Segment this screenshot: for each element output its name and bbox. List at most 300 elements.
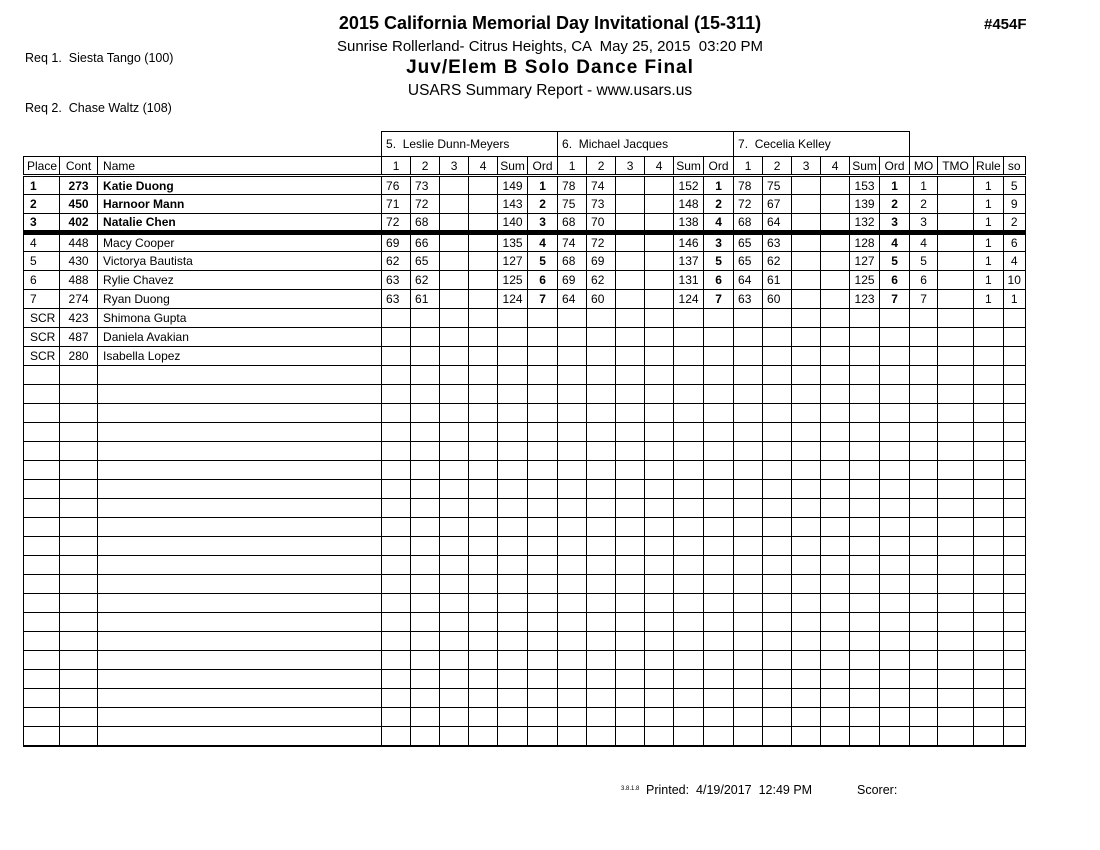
- cell-judge2-ord: [704, 537, 734, 556]
- cell-judge2-sum: 148: [674, 195, 704, 214]
- cell-judge2-ord: 1: [704, 176, 734, 195]
- cell-cont: [60, 385, 98, 404]
- cell-cont: [60, 480, 98, 499]
- cell-mo: 5: [910, 252, 938, 271]
- cell-so: [1003, 689, 1025, 708]
- cell-judge2-score4: [645, 689, 674, 708]
- cell-judge2-ord: [704, 727, 734, 746]
- cell-cont: [60, 537, 98, 556]
- cell-judge2-sum: [674, 651, 704, 670]
- cell-judge1-score4: [469, 632, 498, 651]
- cell-judge3-score2: [763, 518, 792, 537]
- cell-judge1-sum: [498, 727, 528, 746]
- cell-judge3-ord: [880, 537, 910, 556]
- cell-so: [1003, 537, 1025, 556]
- cell-judge3-score4: [821, 480, 850, 499]
- col-header-mo: MO: [910, 157, 938, 176]
- cell-so: [1003, 632, 1025, 651]
- cell-judge3-ord: 6: [880, 271, 910, 290]
- cell-judge3-ord: [880, 556, 910, 575]
- cell-judge2-ord: [704, 423, 734, 442]
- cell-judge1-score1: [382, 385, 411, 404]
- cell-judge3-sum: [850, 480, 880, 499]
- cell-place: [24, 385, 60, 404]
- cell-judge1-score3: [440, 195, 469, 214]
- cell-judge3-score1: 72: [734, 195, 763, 214]
- cell-judge2-sum: [674, 423, 704, 442]
- cell-judge2-score2: 72: [587, 233, 616, 252]
- cell-judge1-score2: 65: [411, 252, 440, 271]
- cell-tmo: [938, 290, 974, 309]
- cell-judge2-score1: [558, 480, 587, 499]
- cell-judge3-ord: [880, 480, 910, 499]
- cell-judge1-score1: [382, 461, 411, 480]
- cell-judge1-score3: [440, 366, 469, 385]
- cell-judge2-sum: [674, 689, 704, 708]
- cell-name: Natalie Chen: [98, 214, 382, 233]
- cell-judge1-sum: [498, 385, 528, 404]
- cell-judge3-sum: [850, 385, 880, 404]
- cell-tmo: [938, 176, 974, 195]
- cell-judge1-sum: 135: [498, 233, 528, 252]
- cell-mo: [910, 556, 938, 575]
- cell-judge3-ord: [880, 385, 910, 404]
- cell-judge3-sum: [850, 537, 880, 556]
- cell-so: [1003, 309, 1025, 328]
- cell-judge3-ord: [880, 518, 910, 537]
- cell-tmo: [938, 518, 974, 537]
- cell-judge1-score4: [469, 727, 498, 746]
- cell-judge3-score4: [821, 499, 850, 518]
- cell-judge3-ord: [880, 613, 910, 632]
- col-header-judge2-2: 2: [587, 157, 616, 176]
- cell-judge1-score4: [469, 309, 498, 328]
- empty-row: [24, 727, 1026, 746]
- cell-judge1-score3: [440, 499, 469, 518]
- cell-judge1-score3: [440, 442, 469, 461]
- cell-judge1-ord: [528, 556, 558, 575]
- cell-judge1-score1: 71: [382, 195, 411, 214]
- cell-judge3-score1: [734, 461, 763, 480]
- cell-judge2-score4: [645, 518, 674, 537]
- col-header-judge1-2: 2: [411, 157, 440, 176]
- cell-judge3-score4: [821, 214, 850, 233]
- cell-judge3-sum: 123: [850, 290, 880, 309]
- cell-judge2-score2: [587, 727, 616, 746]
- cell-judge2-sum: [674, 537, 704, 556]
- cell-judge3-score4: [821, 442, 850, 461]
- cell-judge3-score3: [792, 727, 821, 746]
- cell-name: [98, 404, 382, 423]
- cell-judge3-sum: [850, 670, 880, 689]
- cell-judge1-ord: [528, 537, 558, 556]
- cell-judge1-sum: [498, 689, 528, 708]
- cell-judge2-ord: 5: [704, 252, 734, 271]
- cell-judge3-score1: [734, 556, 763, 575]
- col-header-judge3-1: 1: [734, 157, 763, 176]
- cell-judge3-score4: [821, 518, 850, 537]
- cell-judge1-score2: [411, 518, 440, 537]
- cell-name: [98, 594, 382, 613]
- cell-place: [24, 518, 60, 537]
- cell-judge1-ord: 2: [528, 195, 558, 214]
- table-row: [24, 195, 1026, 214]
- cell-judge3-score4: [821, 252, 850, 271]
- cell-so: [1003, 366, 1025, 385]
- cell-rule: [974, 651, 1004, 670]
- cell-judge1-sum: 125: [498, 271, 528, 290]
- cell-mo: [910, 670, 938, 689]
- cell-tmo: [938, 195, 974, 214]
- cell-judge2-ord: [704, 613, 734, 632]
- cell-judge2-sum: [674, 727, 704, 746]
- cell-judge1-ord: 6: [528, 271, 558, 290]
- cell-judge2-ord: [704, 309, 734, 328]
- cell-judge3-score2: 61: [763, 271, 792, 290]
- cell-judge1-score4: [469, 195, 498, 214]
- cell-judge2-score3: [616, 518, 645, 537]
- cell-so: 4: [1003, 252, 1025, 271]
- cell-judge1-score4: [469, 423, 498, 442]
- cell-so: [1003, 556, 1025, 575]
- cell-judge2-score3: [616, 442, 645, 461]
- cell-name: Rylie Chavez: [98, 271, 382, 290]
- cell-judge2-sum: [674, 499, 704, 518]
- cell-judge1-score2: [411, 670, 440, 689]
- cell-judge1-score3: [440, 632, 469, 651]
- cell-so: [1003, 404, 1025, 423]
- cell-judge3-score3: [792, 632, 821, 651]
- cell-judge2-ord: [704, 689, 734, 708]
- judge-header-3: 7. Cecelia Kelley: [734, 132, 910, 157]
- cell-judge2-score1: [558, 537, 587, 556]
- cell-judge1-score1: [382, 404, 411, 423]
- cell-judge3-score4: [821, 347, 850, 366]
- cell-judge1-score2: 62: [411, 271, 440, 290]
- cell-judge1-sum: [498, 366, 528, 385]
- cell-mo: [910, 309, 938, 328]
- cell-judge3-score3: [792, 423, 821, 442]
- cell-judge2-score4: [645, 556, 674, 575]
- cell-judge3-score1: [734, 613, 763, 632]
- cell-judge3-score2: 60: [763, 290, 792, 309]
- cell-judge2-ord: [704, 461, 734, 480]
- cell-judge2-score2: [587, 651, 616, 670]
- cell-judge3-score3: [792, 575, 821, 594]
- cell-judge2-score2: [587, 594, 616, 613]
- cell-judge2-score2: [587, 423, 616, 442]
- cell-judge1-score1: [382, 480, 411, 499]
- cell-so: [1003, 594, 1025, 613]
- cell-judge3-score1: [734, 385, 763, 404]
- cell-judge3-score2: [763, 689, 792, 708]
- cell-judge2-score1: [558, 309, 587, 328]
- cell-mo: [910, 499, 938, 518]
- cell-judge1-score2: 72: [411, 195, 440, 214]
- cell-judge1-score2: 66: [411, 233, 440, 252]
- cell-judge1-score4: [469, 613, 498, 632]
- cell-judge1-score2: [411, 461, 440, 480]
- cell-judge2-score3: [616, 214, 645, 233]
- cell-judge3-score3: [792, 670, 821, 689]
- cell-tmo: [938, 556, 974, 575]
- cell-tmo: [938, 670, 974, 689]
- col-header-tmo: TMO: [938, 157, 974, 176]
- cell-judge2-ord: [704, 366, 734, 385]
- cell-rule: [974, 727, 1004, 746]
- cell-judge3-score4: [821, 708, 850, 727]
- col-header-judge1-4: 4: [469, 157, 498, 176]
- cell-judge1-ord: 4: [528, 233, 558, 252]
- cell-judge3-score3: [792, 689, 821, 708]
- cell-judge2-score1: [558, 632, 587, 651]
- cell-name: [98, 499, 382, 518]
- cell-judge1-score4: [469, 290, 498, 309]
- cell-judge2-sum: [674, 328, 704, 347]
- cell-mo: 2: [910, 195, 938, 214]
- cell-judge3-score3: [792, 309, 821, 328]
- cell-place: SCR: [24, 328, 60, 347]
- col-header-place: Place: [24, 157, 60, 176]
- cell-tmo: [938, 632, 974, 651]
- cell-judge1-ord: [528, 480, 558, 499]
- cell-judge1-score1: 69: [382, 233, 411, 252]
- empty-row: [24, 404, 1026, 423]
- cell-so: [1003, 347, 1025, 366]
- cell-judge3-score1: [734, 328, 763, 347]
- cell-judge1-score2: [411, 309, 440, 328]
- cell-judge2-sum: [674, 708, 704, 727]
- cell-judge2-score1: [558, 594, 587, 613]
- header-spacer-left: [24, 132, 382, 157]
- cell-judge3-ord: [880, 632, 910, 651]
- col-header-judge2-sum: Sum: [674, 157, 704, 176]
- cell-judge2-score1: 78: [558, 176, 587, 195]
- cell-judge3-score3: [792, 176, 821, 195]
- cell-judge3-ord: [880, 347, 910, 366]
- cell-name: [98, 442, 382, 461]
- cell-judge3-sum: [850, 632, 880, 651]
- col-header-judge3-sum: Sum: [850, 157, 880, 176]
- cell-judge1-score2: [411, 613, 440, 632]
- cell-judge2-score4: [645, 670, 674, 689]
- cell-judge1-score4: [469, 252, 498, 271]
- cell-judge2-score3: [616, 366, 645, 385]
- cell-judge3-score3: [792, 404, 821, 423]
- cell-judge2-score4: [645, 575, 674, 594]
- cell-judge1-ord: [528, 651, 558, 670]
- cell-judge3-score3: [792, 480, 821, 499]
- cell-judge3-score3: [792, 385, 821, 404]
- cell-judge1-score1: [382, 689, 411, 708]
- table-row: [24, 347, 1026, 366]
- cell-judge2-score2: [587, 404, 616, 423]
- cell-judge1-score1: [382, 727, 411, 746]
- cell-mo: [910, 689, 938, 708]
- cell-judge1-score4: [469, 442, 498, 461]
- cell-judge3-score1: [734, 632, 763, 651]
- cell-judge2-score1: [558, 613, 587, 632]
- cell-place: [24, 537, 60, 556]
- cell-judge2-score1: [558, 404, 587, 423]
- cell-judge1-score3: [440, 708, 469, 727]
- cell-judge3-score1: [734, 404, 763, 423]
- cell-judge1-score1: [382, 575, 411, 594]
- col-header-rule: Rule: [974, 157, 1004, 176]
- division-title: Juv/Elem B Solo Dance Final: [406, 57, 694, 78]
- cell-judge2-score1: [558, 689, 587, 708]
- cell-judge1-sum: [498, 423, 528, 442]
- cell-so: [1003, 651, 1025, 670]
- cell-judge2-score4: [645, 176, 674, 195]
- software-version: 3.8.1.8: [621, 786, 640, 792]
- empty-row: [24, 461, 1026, 480]
- cell-judge2-score3: [616, 252, 645, 271]
- cell-judge2-score1: [558, 708, 587, 727]
- cell-judge1-score2: [411, 423, 440, 442]
- cell-judge3-sum: [850, 347, 880, 366]
- cell-judge1-sum: 124: [498, 290, 528, 309]
- cell-cont: [60, 575, 98, 594]
- cell-judge2-score4: [645, 651, 674, 670]
- cell-judge2-score2: [587, 537, 616, 556]
- cell-judge3-ord: 7: [880, 290, 910, 309]
- cell-judge1-score3: [440, 271, 469, 290]
- cell-judge3-sum: [850, 689, 880, 708]
- cell-tmo: [938, 708, 974, 727]
- cell-judge2-score2: [587, 556, 616, 575]
- cell-place: [24, 727, 60, 746]
- cell-judge1-score2: 68: [411, 214, 440, 233]
- cell-judge1-score4: [469, 366, 498, 385]
- cell-judge1-score4: [469, 461, 498, 480]
- cell-judge2-ord: 7: [704, 290, 734, 309]
- cell-judge3-ord: [880, 423, 910, 442]
- cell-judge3-score1: [734, 708, 763, 727]
- cell-judge2-score1: [558, 518, 587, 537]
- cell-name: Victorya Bautista: [98, 252, 382, 271]
- cell-judge2-sum: [674, 518, 704, 537]
- cell-judge3-score4: [821, 271, 850, 290]
- cell-tmo: [938, 214, 974, 233]
- cell-judge1-sum: 149: [498, 176, 528, 195]
- cell-cont: [60, 670, 98, 689]
- cell-judge2-score4: [645, 366, 674, 385]
- cell-judge1-score3: [440, 727, 469, 746]
- cell-judge3-score1: [734, 727, 763, 746]
- cell-judge1-score1: [382, 556, 411, 575]
- cell-judge3-sum: [850, 651, 880, 670]
- empty-row: [24, 423, 1026, 442]
- cell-place: SCR: [24, 347, 60, 366]
- cell-judge1-score3: [440, 518, 469, 537]
- cell-judge3-sum: [850, 575, 880, 594]
- cell-name: [98, 518, 382, 537]
- cell-judge2-score1: 64: [558, 290, 587, 309]
- cell-judge2-score4: [645, 195, 674, 214]
- cell-so: [1003, 518, 1025, 537]
- cell-judge3-sum: [850, 442, 880, 461]
- cell-mo: [910, 385, 938, 404]
- cell-judge2-score4: [645, 537, 674, 556]
- cell-judge3-sum: 153: [850, 176, 880, 195]
- cell-judge3-score2: [763, 575, 792, 594]
- cell-judge2-score3: [616, 480, 645, 499]
- cell-tmo: [938, 575, 974, 594]
- cell-judge1-sum: [498, 537, 528, 556]
- cell-judge3-sum: [850, 556, 880, 575]
- cell-place: [24, 594, 60, 613]
- cell-cont: [60, 708, 98, 727]
- empty-row: [24, 480, 1026, 499]
- cell-judge1-score2: [411, 575, 440, 594]
- col-header-cont: Cont: [60, 157, 98, 176]
- cell-mo: [910, 480, 938, 499]
- cell-judge1-score3: [440, 423, 469, 442]
- cell-so: [1003, 385, 1025, 404]
- cell-judge3-score1: 63: [734, 290, 763, 309]
- cell-rule: [974, 461, 1004, 480]
- cell-name: [98, 366, 382, 385]
- cell-judge1-score2: [411, 708, 440, 727]
- cell-rule: 1: [974, 214, 1004, 233]
- cell-judge1-sum: 127: [498, 252, 528, 271]
- cell-judge2-score1: [558, 423, 587, 442]
- cell-mo: [910, 442, 938, 461]
- cell-judge1-score3: [440, 689, 469, 708]
- cell-judge2-ord: [704, 651, 734, 670]
- cell-judge3-ord: [880, 689, 910, 708]
- cell-judge2-score1: [558, 328, 587, 347]
- empty-row: [24, 632, 1026, 651]
- cell-judge1-sum: [498, 442, 528, 461]
- cell-judge2-score4: [645, 461, 674, 480]
- cell-judge1-sum: [498, 670, 528, 689]
- cell-name: Shimona Gupta: [98, 309, 382, 328]
- cell-judge2-score1: [558, 556, 587, 575]
- empty-row: [24, 366, 1026, 385]
- cell-judge1-ord: [528, 499, 558, 518]
- cell-judge1-score1: [382, 423, 411, 442]
- cell-judge3-score4: [821, 233, 850, 252]
- cell-judge3-ord: [880, 328, 910, 347]
- col-header-judge3-ord: Ord: [880, 157, 910, 176]
- cell-judge2-score3: [616, 556, 645, 575]
- cell-tmo: [938, 499, 974, 518]
- cell-judge1-ord: [528, 632, 558, 651]
- cell-tmo: [938, 423, 974, 442]
- cell-judge3-score2: 75: [763, 176, 792, 195]
- cell-judge3-score3: [792, 290, 821, 309]
- cell-judge1-score3: [440, 480, 469, 499]
- cell-name: Ryan Duong: [98, 290, 382, 309]
- col-header-judge2-1: 1: [558, 157, 587, 176]
- cell-rule: [974, 366, 1004, 385]
- cell-judge1-score1: [382, 613, 411, 632]
- cell-judge2-score3: [616, 537, 645, 556]
- cell-cont: 402: [60, 214, 98, 233]
- cell-judge1-sum: [498, 309, 528, 328]
- cell-judge1-sum: [498, 404, 528, 423]
- cell-judge3-score3: [792, 518, 821, 537]
- cell-judge1-ord: [528, 613, 558, 632]
- cell-judge2-ord: 6: [704, 271, 734, 290]
- cell-judge1-score1: [382, 537, 411, 556]
- cell-place: [24, 689, 60, 708]
- cell-so: [1003, 727, 1025, 746]
- cell-judge1-score3: [440, 385, 469, 404]
- cell-judge1-score2: [411, 328, 440, 347]
